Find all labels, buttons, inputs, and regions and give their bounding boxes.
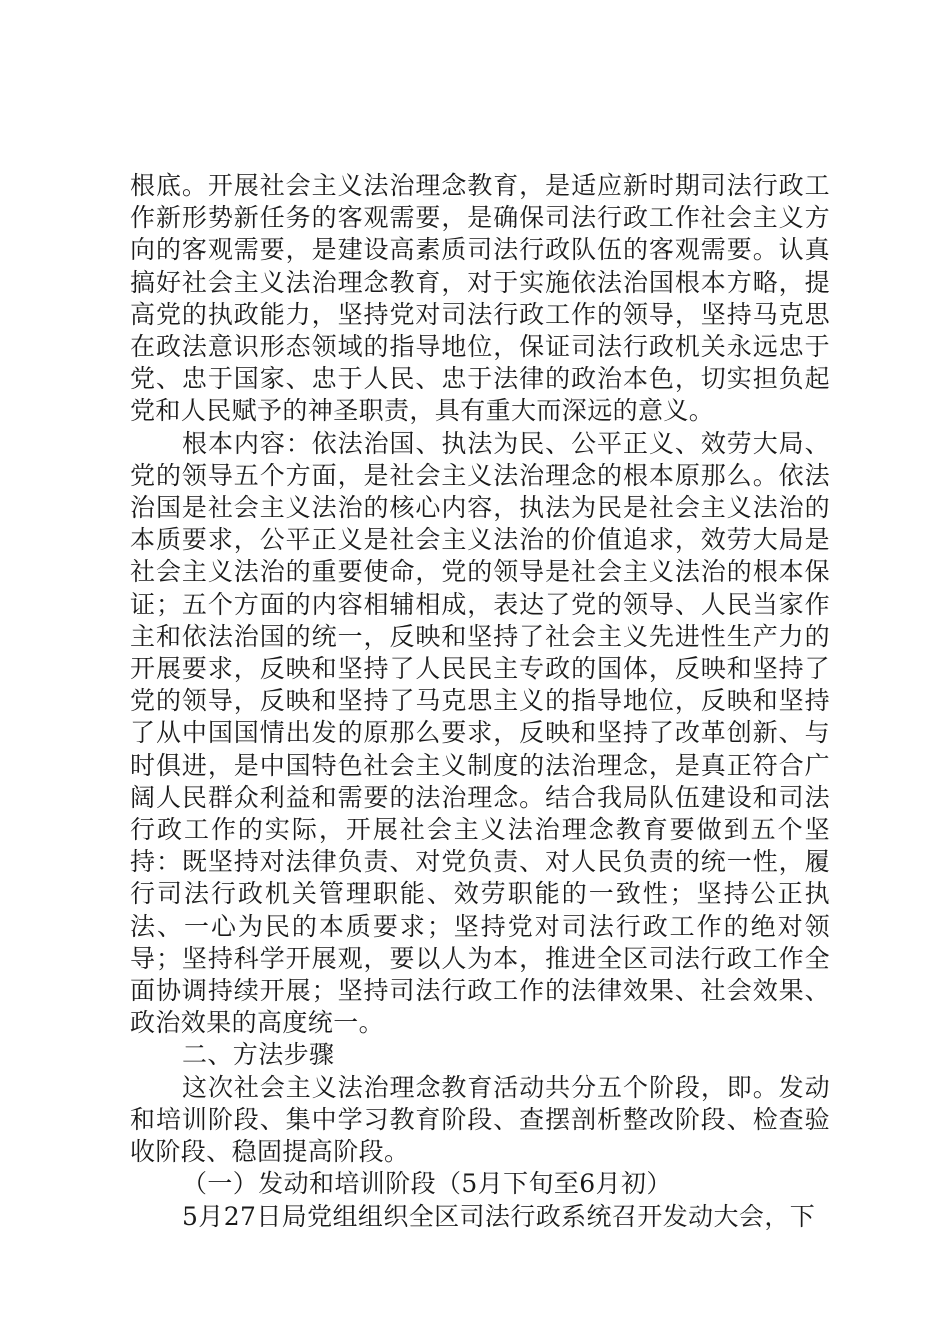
paragraph-continuation: 根底。开展社会主义法治理念教育，是适应新时期司法行政工作新形势新任务的客观需要，是确保司法行政工作社会主义方向的客观需要，是建设高素质司法行政队伍的客观需要。认真搞好社会主义法治理念教育，对于实施依法治国根本方略，提高党的执政能力，坚持党对司法行政工作的领导，坚持马克思在政法意识形态领域的指导地位，保证司法行政机关永远忠于党、忠于国家、忠于人民、忠于法律的政治本色，切实担负起党和人民赋予的神圣职责，具有重大而深远的意义。 [130, 171, 830, 426]
section-heading-methods: 二、方法步骤 [182, 1040, 335, 1070]
document-body [130, 170, 830, 1233]
paragraph-stages: 这次社会主义法治理念教育活动共分五个阶段，即。发动和培训阶段、集中学习教育阶段、查摆剖析整改阶段、检查验收阶段、稳固提高阶段。 [130, 1072, 830, 1167]
paragraph-mobilization-meeting: 5月27日局党组组织全区司法行政系统召开发动大会，下 [182, 1201, 816, 1231]
paragraph-basic-content: 根本内容：依法治国、执法为民、公平正义、效劳大局、党的领导五个方面，是社会主义法治理念的根本原那么。依法治国是社会主义法治的核心内容，执法为民是社会主义法治的本质要求，公平正义是社会主义法治的价值追求，效劳大局是社会主义法治的重要使命，党的领导是社会主义法治的根本保证；五个方面的内容相辅相成，表达了党的领导、人民当家作主和依法治国的统一，反映和坚持了社会主义先进性生产力的开展要求，反映和坚持了人民民主专政的国体，反映和坚持了党的领导，反映和坚持了马克思主义的指导地位，反映和坚持了从中国国情出发的原那么要求，反映和坚持了改革创新、与时俱进，是中国特色社会主义制度的法治理念，是真正符合广阔人民群众利益和需要的法治理念。结合我局队伍建设和司法行政工作的实际，开展社会主义法治理念教育要做到五个坚持：既坚持对法律负责、对党负责、对人民负责的统一性，履行司法行政机关管理职能、效劳职能的一致性；坚持公正执法、一心为民的本质要求；坚持党对司法行政工作的绝对领导；坚持科学开展观，要以人为本，推进全区司法行政工作全面协调持续开展；坚持司法行政工作的法律效果、社会效果、政治效果的高度统一。 [130, 428, 830, 1038]
subheading-mobilization-stage: （一）发动和培训阶段（5月下旬至6月初） [182, 1169, 672, 1199]
